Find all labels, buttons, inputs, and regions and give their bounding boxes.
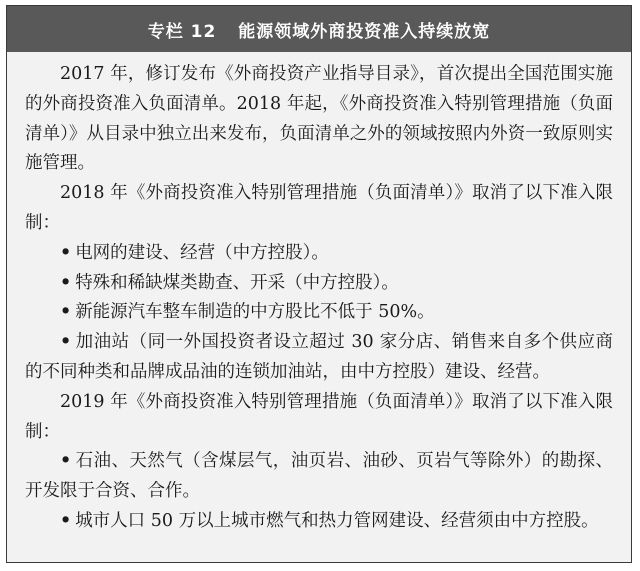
bullet-icon: • bbox=[60, 451, 72, 472]
box-content bbox=[7, 52, 631, 537]
bullet-icon: • bbox=[60, 242, 72, 263]
bullet-icon: • bbox=[60, 302, 72, 323]
box-header bbox=[7, 6, 631, 52]
list-item: • 新能源汽车整车制造的中方股比不低于 50%。 bbox=[60, 302, 435, 323]
bullet-icon: • bbox=[60, 510, 72, 531]
list-item: • 加油站（同一外国投资者设立超过 30 家分店、销售来自多个供应商的不同种类和品牌成品油的连锁加油站，由中方控股）建设、经营。 bbox=[25, 332, 613, 382]
box-title: 能源领域外商投资准入持续放宽 bbox=[238, 21, 491, 42]
paragraph: 2019 年《外商投资准入特别管理措施（负面清单）》取消了以下准入限制： bbox=[25, 391, 613, 442]
list-item: • 石油、天然气（含煤层气，油页岩、油砂、页岩气等除外）的勘探、开发限于合资、合作。 bbox=[25, 451, 613, 502]
list-item: • 城市人口 50 万以上城市燃气和热力管网建设、经营须由中方控股。 bbox=[60, 510, 599, 531]
column-label: 专栏 12 bbox=[147, 21, 217, 42]
bullet-icon: • bbox=[60, 332, 72, 353]
bullet-icon: • bbox=[60, 272, 72, 293]
list-item: • 特殊和稀缺煤类勘查、开采（中方控股）。 bbox=[60, 272, 399, 293]
paragraph: 2018 年《外商投资准入特别管理措施（负面清单）》取消了以下准入限制： bbox=[25, 183, 613, 233]
list-item: • 电网的建设、经营（中方控股）。 bbox=[60, 242, 329, 263]
paragraph: 2017 年，修订发布《外商投资产业指导目录》，首次提出全国范围实施的外商投资准入负面清单。2018 年起，《外商投资准入特别管理措施（负面清单）》从目录中独立出来发布，负面清单之外的领域按照内外资一致原则实施管理。 bbox=[25, 64, 613, 174]
info-box bbox=[6, 5, 632, 563]
